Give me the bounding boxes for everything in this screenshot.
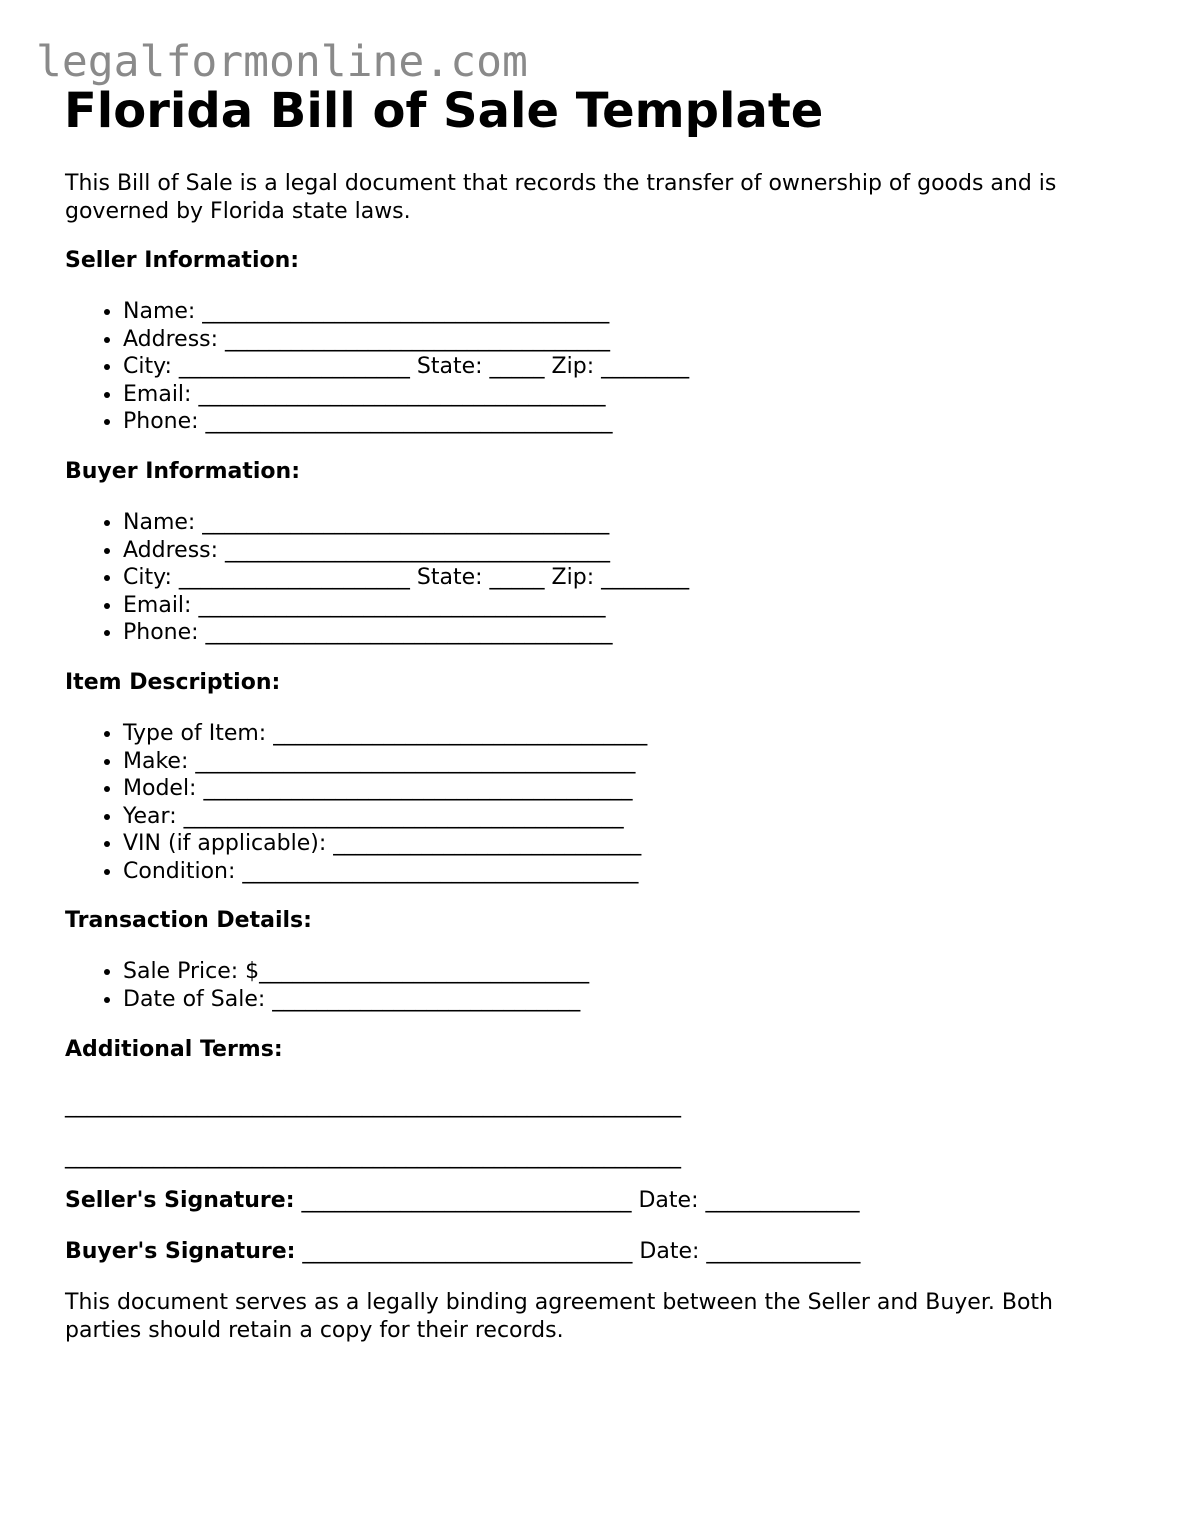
additional-terms-heading: Additional Terms: [65,1037,283,1062]
item-model-field[interactable]: • Model: _______________________________________ [123,775,647,803]
item-fields [0,720,647,885]
buyer-email-field[interactable]: • Email: _____________________________________ [123,592,689,620]
buyer-heading: Buyer Information: [65,459,300,484]
item-type-field[interactable]: • Type of Item: __________________________________ [123,720,647,748]
seller-address-field[interactable]: • Address: ___________________________________ [123,326,689,354]
buyer-signature-line[interactable] [65,1238,860,1266]
closing-paragraph: This document serves as a legally binding agreement between the Seller and Buyer. Both parties should retain a copy for their records. [65,1290,1053,1343]
additional-terms-line[interactable]: ________________________________________________________ [65,1144,681,1169]
seller-city-state-zip-field[interactable]: • City: _____________________ State: _____ Zip: ________ [123,353,689,381]
date-of-sale-field[interactable]: • Date of Sale: ____________________________ [123,986,589,1014]
buyer-phone-field[interactable]: • Phone: _____________________________________ [123,619,689,647]
buyer-fields [0,509,689,647]
sale-price-field[interactable]: • Sale Price: $______________________________ [123,958,589,986]
intro-paragraph: This Bill of Sale is a legal document that records the transfer of ownership of goods and is governed by Florida state laws. [65,171,1057,224]
buyer-address-field[interactable]: • Address: ___________________________________ [123,537,689,565]
item-vin-field[interactable]: • VIN (if applicable): ____________________________ [123,830,647,858]
item-year-field[interactable]: • Year: ________________________________________ [123,803,647,831]
seller-signature-blank[interactable]: ______________________________ Date: ______________ [294,1188,860,1213]
item-condition-field[interactable]: • Condition: ____________________________________ [123,858,647,886]
seller-signature-label: Seller's Signature: [65,1188,295,1213]
transaction-heading: Transaction Details: [65,908,312,933]
transaction-fields [0,958,589,1013]
watermark: legalformonline.com [36,37,528,87]
seller-heading: Seller Information: [65,248,300,273]
additional-terms-line[interactable]: ________________________________________________________ [65,1093,681,1118]
seller-email-field[interactable]: • Email: _____________________________________ [123,381,689,409]
buyer-name-field[interactable]: • Name: _____________________________________ [123,509,689,537]
item-heading: Item Description: [65,670,281,695]
page-title: Florida Bill of Sale Template [64,83,824,139]
item-make-field[interactable]: • Make: ________________________________________ [123,748,647,776]
seller-fields [0,298,689,436]
buyer-signature-label: Buyer's Signature: [65,1239,296,1264]
buyer-city-state-zip-field[interactable]: • City: _____________________ State: _____ Zip: ________ [123,564,689,592]
seller-name-field[interactable]: • Name: _____________________________________ [123,298,689,326]
seller-phone-field[interactable]: • Phone: _____________________________________ [123,408,689,436]
buyer-signature-blank[interactable]: ______________________________ Date: ______________ [295,1239,861,1264]
seller-signature-line[interactable] [65,1187,859,1215]
